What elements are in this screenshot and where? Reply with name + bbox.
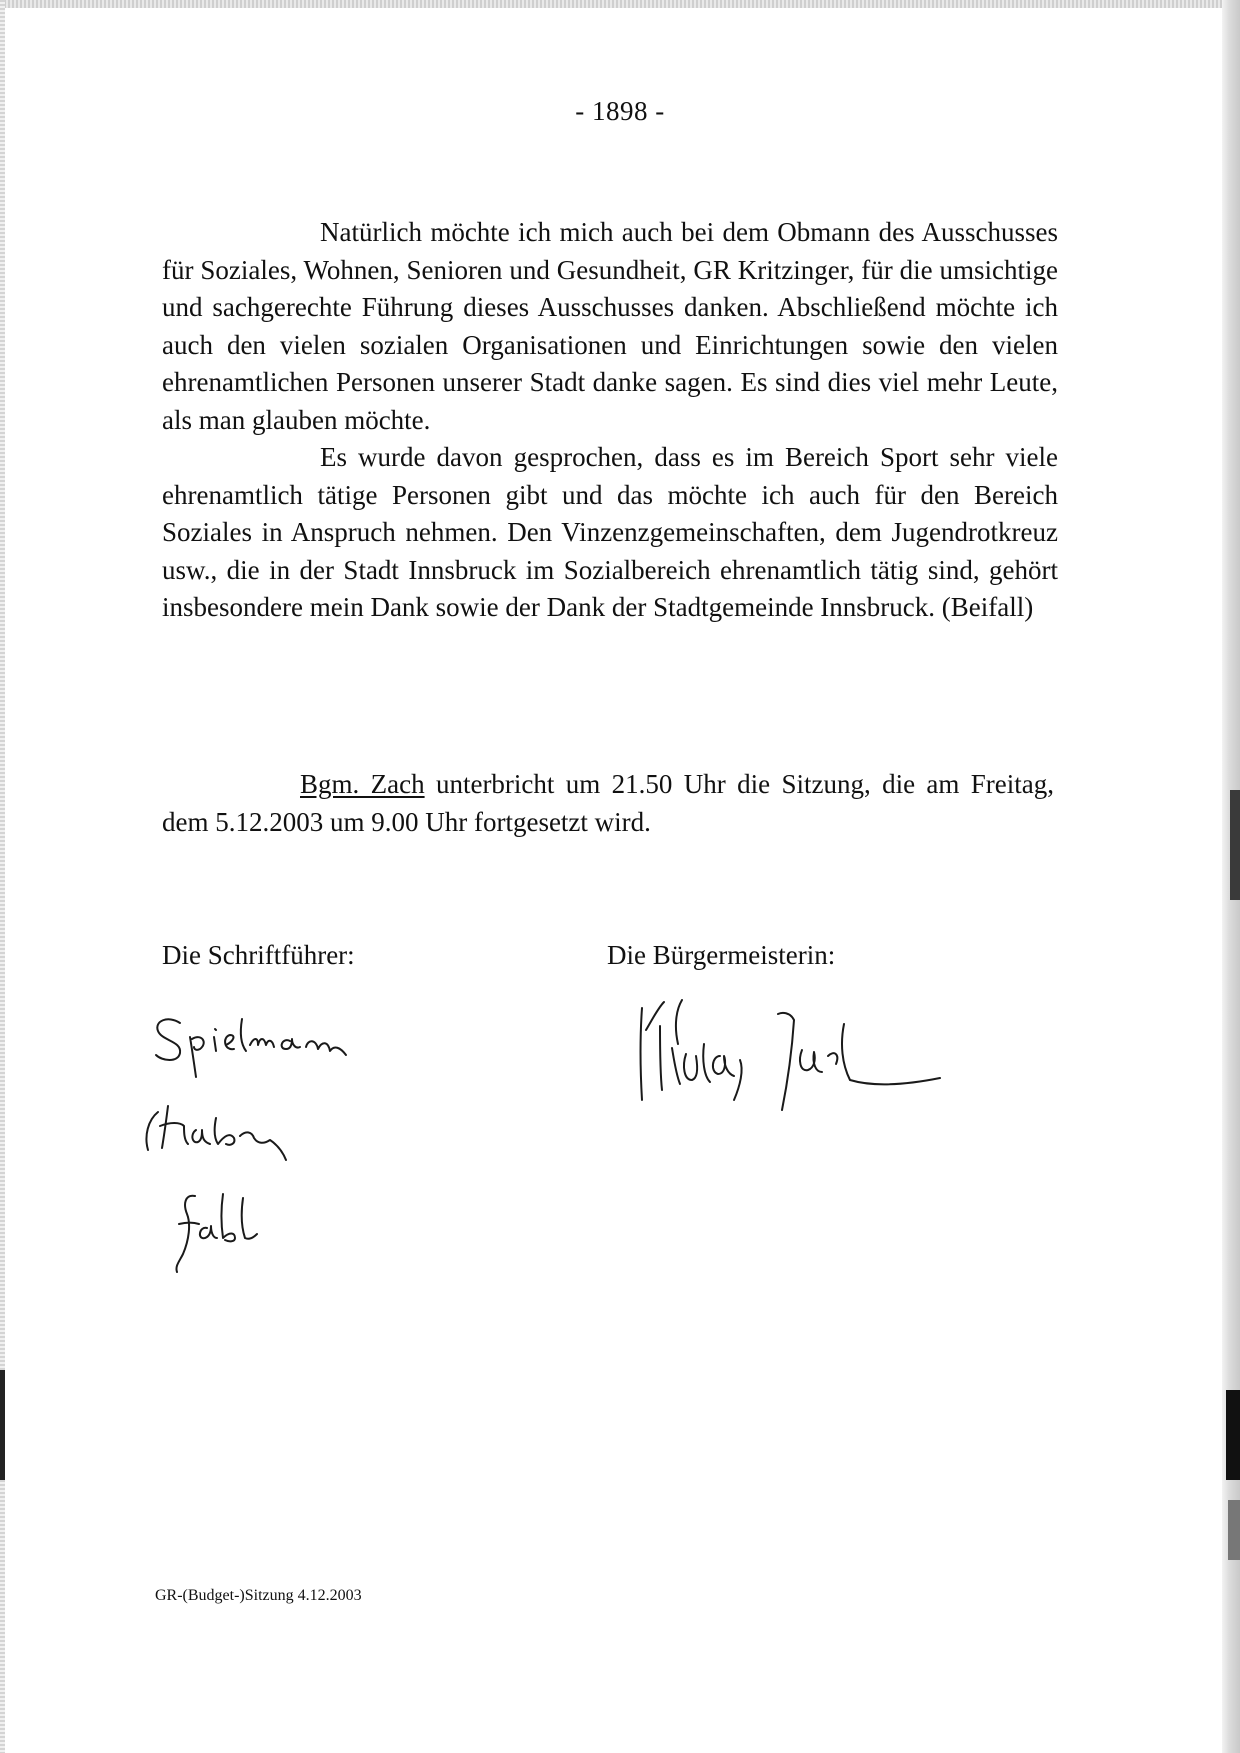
page-number: - 1898 - xyxy=(575,96,665,126)
speaker-name: Bgm. Zach xyxy=(300,769,425,799)
scan-edge-right xyxy=(1222,0,1240,1753)
closing-text: unterbricht um 21.50 Uhr die Sitzung, die am Freitag, dem 5.12.2003 um 9.00 Uhr fortgesetzt wird. xyxy=(162,769,1054,837)
mayor-label: Die Bürgermeisterin: xyxy=(607,940,836,970)
paragraph: Es wurde davon gesprochen, dass es im Bereich Sport sehr viele ehrenamtlich tätige Personen gibt und das möchte ich auch für den Bereich Soziales in Anspruch nehmen. Den Vinzenzgemeinschaften, dem Jugendrotkreuz usw., die in der Stadt Innsbruck im Sozialbereich ehrenamtlich tätig sind, gehört insbesondere mein Dank sowie der Dank der Stadtgemeinde Innsbruck. (Beifall) xyxy=(162,442,1058,622)
scan-edge-left xyxy=(0,0,5,1753)
scan-artifact xyxy=(1226,1390,1240,1480)
signature-hauber xyxy=(140,1100,340,1170)
secretaries-label: Die Schriftführer: xyxy=(162,940,355,970)
scan-artifact xyxy=(1228,1500,1240,1560)
scan-artifact xyxy=(0,1370,5,1480)
scan-artifact xyxy=(1230,790,1240,900)
signature-gabl xyxy=(165,1188,275,1278)
footer-session-info: GR-(Budget-)Sitzung 4.12.2003 xyxy=(155,1587,362,1604)
signature-spielmann xyxy=(150,1015,410,1085)
closing-statement xyxy=(162,766,1054,841)
scan-edge-top xyxy=(0,0,1240,8)
paragraph: Natürlich möchte ich mich auch bei dem Obmann des Ausschusses für Soziales, Wohnen, Senioren und Gesundheit, GR Kritzinger, für die umsichtige und sachgerechte Führung dieses Ausschusses danken. Abschließend möchte ich auch den vielen sozialen Organisationen und Einrichtungen sowie den vielen ehrenamtlichen Personen unserer Stadt danke sagen. Es sind dies viel mehr Leute, als man glauben möchte. xyxy=(162,217,1058,435)
body-text xyxy=(162,214,1058,627)
signature-mayor xyxy=(630,990,970,1125)
